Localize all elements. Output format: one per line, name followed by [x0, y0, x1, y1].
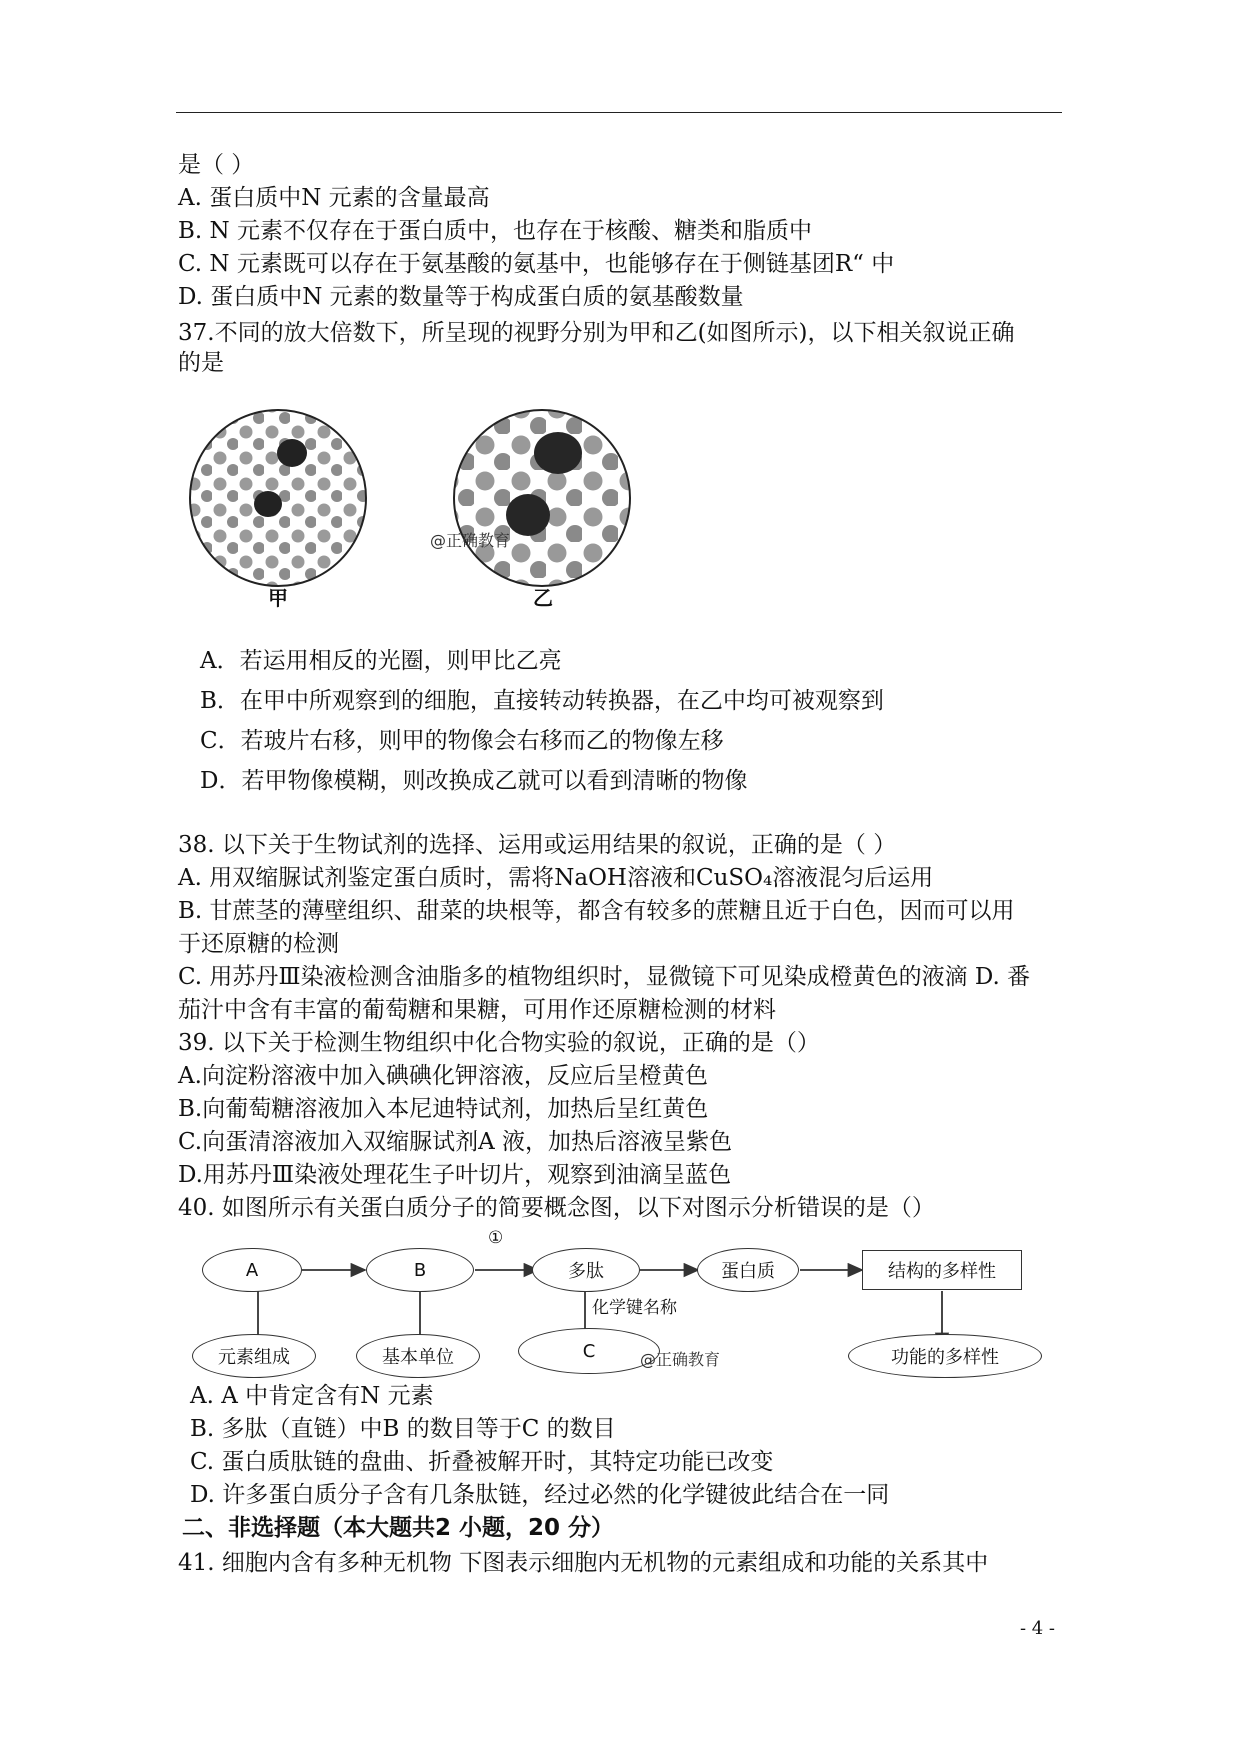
- microscope-field-figure: [186, 398, 656, 613]
- caption-jia: 甲: [268, 586, 288, 610]
- q36-stem-tail: 是（ ）: [178, 152, 255, 178]
- node-structural-diversity: 结构的多样性: [862, 1250, 1022, 1290]
- q40-option-d: D. 许多蛋白质分子含有几条肽链，经过必然的化学键彼此结合在一同: [190, 1482, 890, 1508]
- node-basic-unit: 基本单位: [356, 1334, 480, 1378]
- header-rule: [176, 112, 1062, 113]
- q37-option-d: D．若甲物像模糊，则改换成乙就可以看到清晰的物像: [200, 768, 748, 794]
- node-c: C: [518, 1328, 660, 1374]
- step-label-1: ①: [488, 1228, 504, 1248]
- node-functional-diversity: 功能的多样性: [848, 1334, 1042, 1378]
- q38-option-b-line1: B. 甘蔗茎的薄壁组织、甜菜的块根等，都含有较多的蔗糖且近于白色，因而可以用: [178, 898, 1015, 924]
- node-a: A: [202, 1248, 302, 1292]
- q38-option-d: 茄汁中含有丰富的葡萄糖和果糖，可用作还原糖检测的材料: [178, 997, 776, 1023]
- q37-stem-line1: 37.不同的放大倍数下，所呈现的视野分别为甲和乙(如图所示)，以下相关叙说正确: [178, 320, 1015, 346]
- caption-yi: 乙: [533, 586, 553, 610]
- q37-option-a: A．若运用相反的光圈，则甲比乙亮: [200, 648, 562, 674]
- figure-watermark: @正确教育: [430, 531, 511, 550]
- q36-option-a: A. 蛋白质中N 元素的含量最高: [178, 185, 490, 211]
- q39-stem: 39. 以下关于检测生物组织中化合物实验的叙说，正确的是（）: [178, 1030, 820, 1056]
- node-element-composition: 元素组成: [192, 1334, 316, 1378]
- q36-option-b: B. N 元素不仅存在于蛋白质中，也存在于核酸、糖类和脂质中: [178, 218, 812, 244]
- q36-option-d: D. 蛋白质中N 元素的数量等于构成蛋白质的氨基酸数量: [178, 284, 744, 310]
- node-polypeptide: 多肽: [532, 1248, 640, 1292]
- q38-option-b-line2: 于还原糖的检测: [178, 931, 339, 957]
- q38-option-a: A. 用双缩脲试剂鉴定蛋白质时，需将NaOH溶液和CuSO₄溶液混匀后运用: [178, 865, 934, 891]
- q38-option-c: C. 用苏丹Ⅲ染液检测含油脂多的植物组织时，显微镜下可见染成橙黄色的液滴 D. 番: [178, 964, 1031, 990]
- q39-option-a: A.向淀粉溶液中加入碘碘化钾溶液，反应后呈橙黄色: [178, 1063, 708, 1089]
- q38-stem: 38. 以下关于生物试剂的选择、运用或运用结果的叙说，正确的是（ ）: [178, 832, 897, 858]
- q41-stem: 41. 细胞内含有多种无机物 下图表示细胞内无机物的元素组成和功能的关系其中: [178, 1550, 989, 1576]
- diagram-watermark: @正确教育: [640, 1350, 721, 1369]
- field-jia: [186, 398, 386, 598]
- page-number: - 4 -: [1019, 1618, 1055, 1639]
- bond-name-label: 化学键名称: [592, 1298, 677, 1318]
- q37-stem-line2: 的是: [178, 350, 224, 376]
- q40-option-a: A. A 中肯定含有N 元素: [190, 1383, 434, 1409]
- node-protein: 蛋白质: [697, 1248, 799, 1292]
- section-heading-nonchoice: 二、非选择题（本大题共2 小题，20 分）: [182, 1515, 615, 1541]
- q40-stem: 40. 如图所示有关蛋白质分子的简要概念图，以下对图示分析错误的是（）: [178, 1195, 935, 1221]
- q37-option-b: B．在甲中所观察到的细胞，直接转动转换器，在乙中均可被观察到: [200, 688, 884, 714]
- q40-option-c: C. 蛋白质肽链的盘曲、折叠被解开时，其特定功能已改变: [190, 1449, 774, 1475]
- q36-option-c: C. N 元素既可以存在于氨基酸的氨基中，也能够存在于侧链基团R“ 中: [178, 251, 895, 277]
- q37-option-c: C．若玻片右移，则甲的物像会右移而乙的物像左移: [200, 728, 724, 754]
- field-yi: [450, 398, 650, 598]
- q40-option-b: B. 多肽（直链）中B 的数目等于C 的数目: [190, 1416, 616, 1442]
- q39-option-c: C.向蛋清溶液加入双缩脲试剂A 液，加热后溶液呈紫色: [178, 1129, 733, 1155]
- q39-option-d: D.用苏丹Ⅲ染液处理花生子叶切片，观察到油滴呈蓝色: [178, 1162, 732, 1188]
- node-b: B: [366, 1248, 474, 1292]
- q39-option-b: B.向葡萄糖溶液加入本尼迪特试剂，加热后呈红黄色: [178, 1096, 709, 1122]
